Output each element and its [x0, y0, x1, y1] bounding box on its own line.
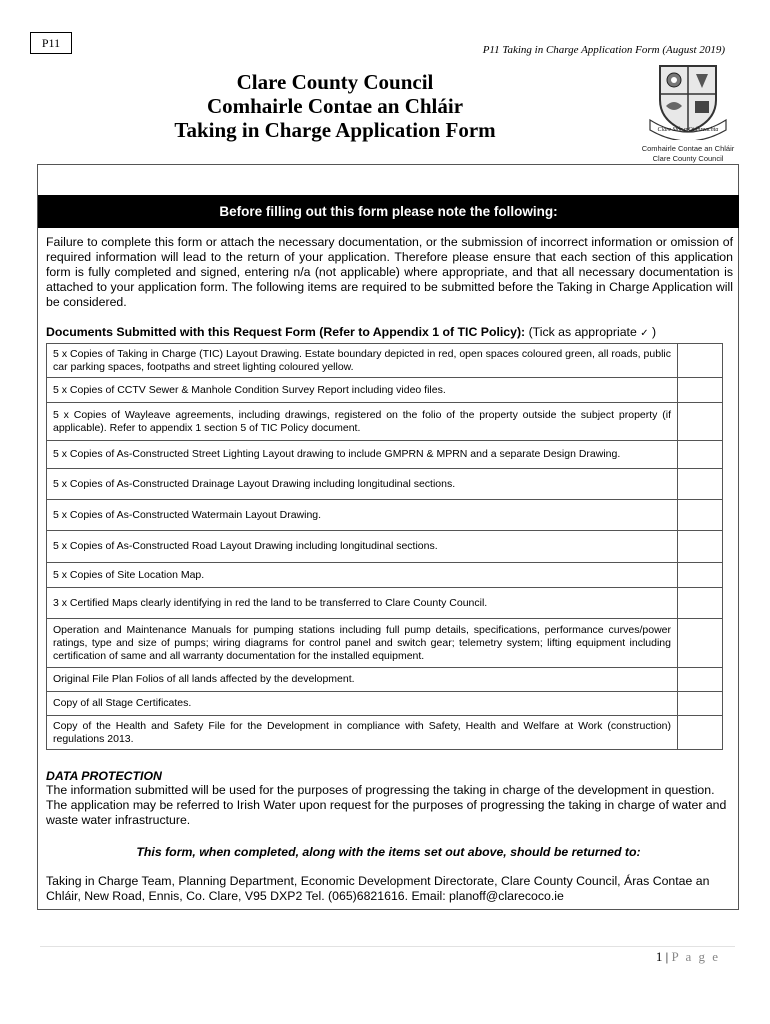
item-description: Original File Plan Folios of all lands affected by the development.	[47, 668, 678, 692]
tick-box[interactable]	[678, 588, 723, 619]
table-row	[47, 668, 723, 692]
title-council-en: Clare County Council	[236, 70, 434, 94]
table-row	[47, 500, 723, 531]
tick-box[interactable]	[678, 403, 723, 441]
table-row	[47, 531, 723, 563]
page-number-separator: |	[665, 949, 669, 964]
return-instruction: This form, when completed, along with the items set out above, should be returned to:	[136, 845, 641, 859]
data-protection-title: DATA PROTECTION	[46, 769, 162, 783]
notice-heading: Before filling out this form please note the following:	[38, 195, 739, 228]
documents-heading-tail: (Tick as appropriate	[528, 325, 637, 339]
tick-icon: ✓	[640, 328, 649, 339]
footer-divider	[40, 946, 735, 947]
item-description: 5 x Copies of CCTV Sewer & Manhole Condition Survey Report including video files.	[47, 378, 678, 403]
item-description: 5 x Copies of Wayleave agreements, including drawings, registered on the folio of the property outside the subject property (if applicable). Refer to appendix 1 section 5 of TIC Policy document.	[47, 403, 678, 441]
crest-caption	[630, 144, 746, 164]
item-description: Operation and Maintenance Manuals for pumping stations including full pump details, specifications, performance curves/power ratings, type and size of pumps; wiring diagrams for control panel and switch gear; telemetry system; lifting equipment including certification of same and all warranty documentation for the installed equipment.	[47, 619, 678, 668]
item-description: 5 x Copies of As-Constructed Watermain Layout Drawing.	[47, 500, 678, 531]
table-row	[47, 619, 723, 668]
table-row	[47, 441, 723, 469]
item-description: 5 x Copies of Site Location Map.	[47, 563, 678, 588]
documents-heading-bold: Documents Submitted with this Request Form (Refer to Appendix 1 of TIC Policy):	[46, 325, 526, 339]
tick-box[interactable]	[678, 500, 723, 531]
tick-box[interactable]	[678, 344, 723, 378]
data-protection-text: The information submitted will be used for the purposes of progressing the taking in charge of the development in question. The application may be referred to Irish Water upon request for the purposes of progressing the taking in charge of water and waste water infrastructure.	[46, 783, 727, 827]
crest-caption-en: Clare County Council	[652, 154, 724, 163]
tick-box[interactable]	[678, 378, 723, 403]
documents-checklist	[46, 343, 723, 750]
page-number-label: P a g e	[671, 949, 720, 964]
item-description: 5 x Copies of As-Constructed Drainage Layout Drawing including longitudinal sections.	[47, 469, 678, 500]
page-number	[656, 949, 720, 965]
crest-caption-ga: Comhairle Contae an Chláir	[641, 144, 735, 153]
item-description: 5 x Copies of Taking in Charge (TIC) Layout Drawing. Estate boundary depicted in red, open spaces coloured green, all roads, public car parking spaces, footpaths and street lighting coloured yellow.	[47, 344, 678, 378]
tick-box[interactable]	[678, 716, 723, 750]
item-description: 3 x Certified Maps clearly identifying in red the land to be transferred to Clare County Council.	[47, 588, 678, 619]
form-code-box: P11	[30, 32, 72, 54]
table-row	[47, 378, 723, 403]
table-row	[47, 344, 723, 378]
page-title	[160, 70, 510, 142]
item-description: 5 x Copies of As-Constructed Road Layout Drawing including longitudinal sections.	[47, 531, 678, 563]
tick-box[interactable]	[678, 619, 723, 668]
table-row	[47, 588, 723, 619]
documents-heading-close: )	[652, 325, 657, 339]
item-description: 5 x Copies of As-Constructed Street Lighting Layout drawing to include GMPRN & MPRN and a separate Design Drawing.	[47, 441, 678, 469]
table-row	[47, 403, 723, 441]
tick-box[interactable]	[678, 668, 723, 692]
title-council-ga: Comhairle Contae an Chláir	[206, 94, 464, 118]
table-row	[47, 469, 723, 500]
notice-text: Failure to complete this form or attach the necessary documentation, or the submission of incorrect information or omission of required information will lead to the return of your application. Therefore please ensure that each section of this application form is fully completed and signed, entering n/a (not applicable) where appropriate, and that all necessary documentation is attached to your application form. The following items are required to be submitted before the Taking in Charge Application will be considered.	[46, 235, 733, 309]
table-row	[47, 692, 723, 716]
table-row	[47, 716, 723, 750]
tick-box[interactable]	[678, 441, 723, 469]
page-number-value: 1	[655, 949, 663, 964]
form-reference: P11 Taking in Charge Application Form (August 2019)	[482, 44, 725, 56]
tick-box[interactable]	[678, 692, 723, 716]
item-description: Copy of all Stage Certificates.	[47, 692, 678, 716]
table-row	[47, 563, 723, 588]
return-address: Taking in Charge Team, Planning Department, Economic Development Directorate, Clare County Council, Áras Contae an Chláir, New Road, Ennis, Co. Clare, V95 DXP2 Tel. (065)6821616. Email: planoff@clarecoco.ie	[46, 874, 710, 903]
tick-box[interactable]	[678, 531, 723, 563]
documents-heading	[46, 325, 736, 341]
item-description: Copy of the Health and Safety File for the Development in compliance with Safety, Health and Welfare at Work (construction) regulations 2013.	[47, 716, 678, 750]
tick-box[interactable]	[678, 563, 723, 588]
council-crest-icon	[648, 60, 728, 140]
tick-box[interactable]	[678, 469, 723, 500]
title-form-name: Taking in Charge Application Form	[174, 118, 496, 142]
svg-text:Clare Stór mOidhreachta: Clare Stór mOidhreachta	[657, 127, 719, 133]
